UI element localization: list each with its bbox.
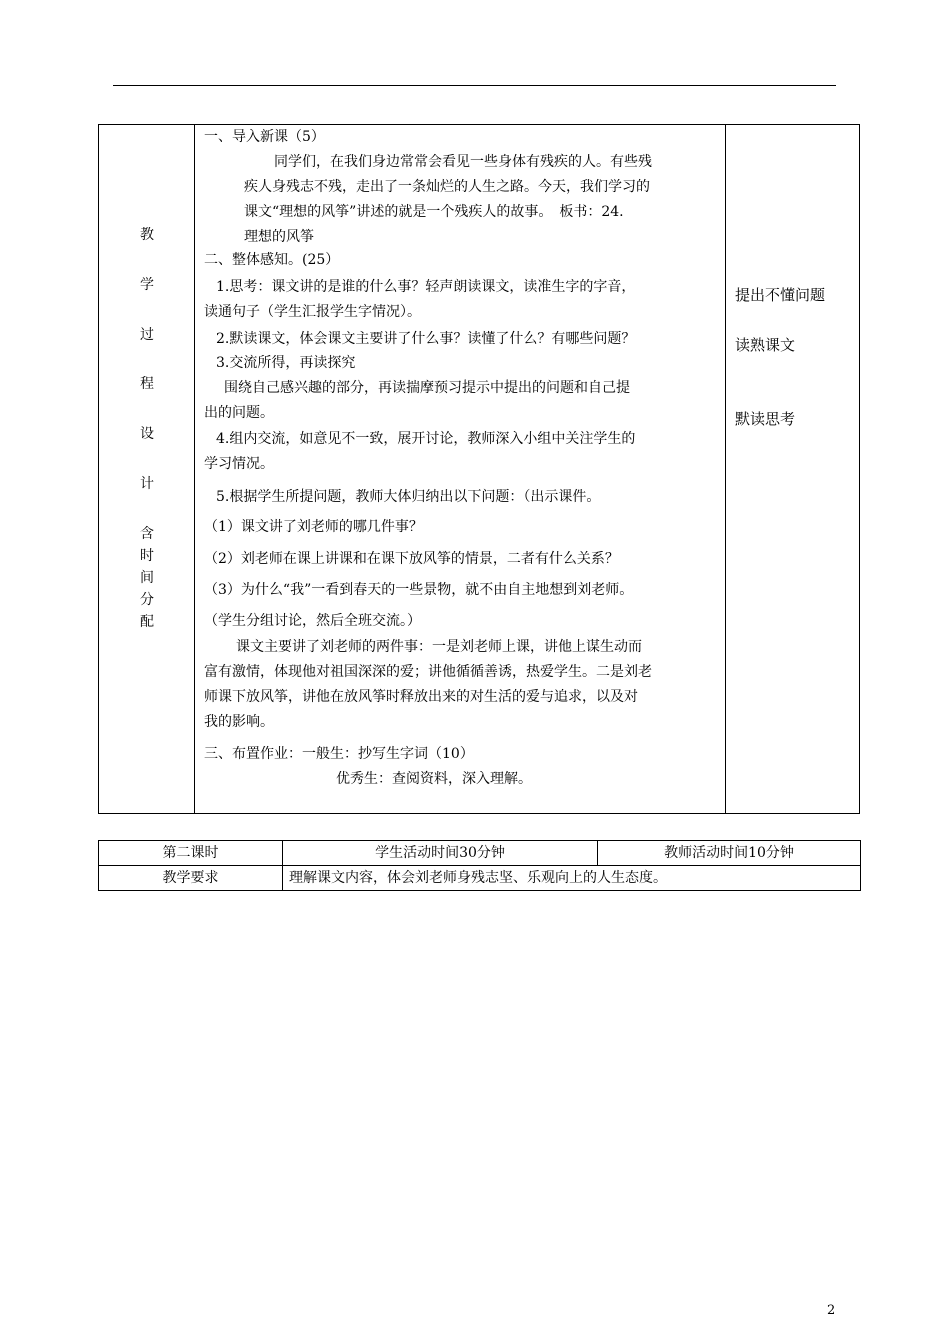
paragraph-line: 课文“理想的风筝”讲述的就是一个残疾人的故事。 板书：24.	[244, 204, 624, 220]
section-title: 一、导入新课（5）	[204, 129, 325, 145]
label-char: 含	[140, 526, 154, 542]
paragraph-line: 5.根据学生所提问题，教师大体归纳出以下问题：（出示课件。	[216, 489, 601, 505]
label-char: 设	[140, 426, 154, 442]
paragraph-line: 理想的风筝	[244, 229, 314, 245]
section-title: 三、布置作业：一般生：抄写生字词（10）	[204, 746, 474, 762]
table-cell: 教学要求	[99, 866, 283, 891]
paragraph-line: 疾人身残志不残，走出了一条灿烂的人生之路。今天，我们学习的	[244, 179, 650, 195]
question-line: （2）刘老师在课上讲课和在课下放风筝的情景，二者有什么关系？	[204, 551, 619, 567]
paragraph-line: 3.交流所得，再读探究	[216, 355, 356, 371]
table-cell: 学生活动时间30分钟	[283, 841, 598, 866]
paragraph-line: 课文主要讲了刘老师的两件事：一是刘老师上课，讲他上谋生动而	[236, 639, 642, 655]
left-label-column	[99, 125, 195, 813]
paragraph-line: 围绕自己感兴趣的部分，再读揣摩预习提示中提出的问题和自己提	[224, 380, 630, 396]
label-char: 配	[140, 614, 154, 630]
header-rule	[113, 85, 836, 86]
label-char: 过	[140, 327, 154, 343]
table-row	[99, 841, 861, 866]
paragraph-line: 同学们，在我们身边常常会看见一些身体有残疾的人。有些残	[274, 154, 652, 170]
label-char: 学	[140, 277, 154, 293]
student-activity: 默读思考	[735, 410, 796, 428]
section-title: 二、整体感知。(25）	[204, 252, 340, 268]
column-divider	[725, 125, 726, 813]
paragraph-line: 读通句子（学生汇报学生字情况）。	[204, 304, 421, 320]
label-char: 程	[140, 376, 154, 392]
paragraph-line: 师课下放风筝，讲他在放风筝时释放出来的对生活的爱与追求，以及对	[204, 689, 638, 705]
paragraph-line: 学习情况。	[204, 456, 274, 472]
paragraph-line: 1.思考：课文讲的是谁的什么事？轻声朗读课文，读准生字的字音，	[216, 279, 636, 295]
paragraph-line: 我的影响。	[204, 714, 274, 730]
label-char: 计	[140, 476, 154, 492]
table-cell: 教师活动时间10分钟	[598, 841, 861, 866]
label-char: 间	[140, 570, 154, 586]
label-char: 分	[140, 592, 154, 608]
label-char: 教	[140, 227, 154, 243]
label-char: 时	[140, 548, 154, 564]
question-line: （3）为什么“我”一看到春天的一些景物，就不由自主地想到刘老师。	[204, 582, 634, 598]
student-activity: 提出不懂问题	[735, 286, 826, 304]
lesson-table	[98, 124, 860, 814]
paragraph-line: 优秀生：查阅资料，深入理解。	[336, 771, 532, 787]
table-cell: 第二课时	[99, 841, 283, 866]
paragraph-line: （学生分组讨论，然后全班交流。）	[204, 613, 421, 629]
paragraph-line: 出的问题。	[204, 405, 274, 421]
table-row	[99, 866, 861, 891]
question-line: （1）课文讲了刘老师的哪几件事？	[204, 519, 423, 535]
second-lesson-table	[98, 840, 861, 891]
paragraph-line: 富有激情，体现他对祖国深深的爱；讲他循循善诱，热爱学生。二是刘老	[204, 664, 652, 680]
page-number: 2	[827, 1303, 836, 1318]
student-activity: 读熟课文	[735, 336, 796, 354]
paragraph-line: 4.组内交流，如意见不一致，展开讨论，教师深入小组中关注学生的	[216, 431, 636, 447]
table-cell: 理解课文内容，体会刘老师身残志坚、乐观向上的人生态度。	[283, 866, 861, 891]
paragraph-line: 2.默读课文，体会课文主要讲了什么事？读懂了什么？有哪些问题？	[216, 331, 636, 347]
